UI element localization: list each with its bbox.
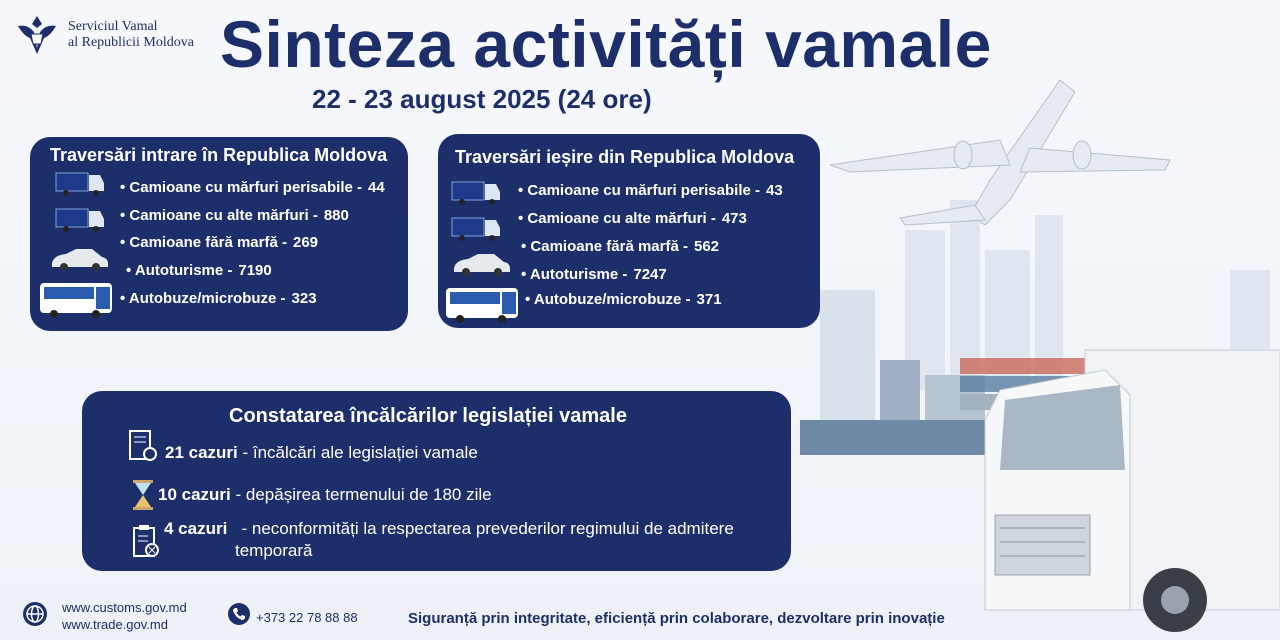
entry-value: 323 [291,290,317,307]
legal-document-icon [128,429,158,463]
entry-row: • Autoturisme - 7190 [126,262,272,279]
phone-number[interactable]: +373 22 78 88 88 [256,610,358,625]
coat-of-arms-icon [14,14,60,56]
violation-count: 10 cazuri [158,485,231,504]
violations-title: Constatarea încălcărilor legislației vamale [229,405,627,427]
truck-icon [450,214,502,242]
entry-row: • Camioane cu alte mărfuri - 880 [120,207,349,224]
exit-value: 371 [696,291,722,308]
exit-label: Autobuze/microbuze - [533,291,691,308]
violation-row [158,485,492,505]
car-icon [450,250,512,278]
car-icon [48,245,110,273]
exit-row: • Autobuze/microbuze - 371 [525,291,722,308]
exit-value: 7247 [633,266,667,283]
exit-row: • Camioane cu mărfuri perisabile - 43 [518,182,783,199]
entry-label: Camioane cu alte mărfuri - [129,207,318,224]
globe-icon [22,601,48,627]
truck-icon [450,178,502,206]
violations-panel [82,391,791,571]
truck-icon [54,169,106,197]
exit-value: 473 [721,210,747,227]
violation-desc: - încălcări ale legislației vamale [242,443,478,462]
website-link-1[interactable]: www.customs.gov.md [62,600,187,615]
phone-icon [228,603,250,625]
truck-icon [54,205,106,233]
entry-value: 269 [292,234,319,251]
entry-row: • Camioane cu mărfuri perisabile - 44 [120,179,385,196]
entry-value: 880 [323,207,349,224]
entry-label: Camioane cu mărfuri perisabile - [129,179,362,196]
website-link-2[interactable]: www.trade.gov.md [62,617,168,632]
exit-label: Autoturisme - [529,266,628,283]
brand-line-2: al Republicii Moldova [68,35,194,50]
exit-row: • Camioane fără marfă - 562 [521,238,720,255]
entry-panel [30,137,408,331]
exit-row: • Autoturisme - 7247 [521,266,667,283]
hourglass-icon [132,479,154,511]
brand-line-1: Serviciul Vamal [68,19,158,34]
slogan: Siguranță prin integritate, eficiență prin colaborare, dezvoltare prin inovație [408,610,945,627]
entry-label: Autobuze/microbuze - [128,290,286,307]
entry-row: • Autobuze/microbuze - 323 [120,290,317,307]
exit-value: 562 [693,238,720,255]
violation-desc-cont: temporară [235,541,313,560]
exit-title: Traversări ieșire din Republica Moldova [455,147,795,167]
exit-value: 43 [766,182,783,199]
violation-row [165,443,478,463]
exit-row: • Camioane cu alte mărfuri - 473 [518,210,747,227]
entry-value: 7190 [238,262,272,279]
entry-label: Autoturisme - [134,262,233,279]
violation-count: 21 cazuri [165,443,238,462]
exit-label: Camioane cu alte mărfuri - [527,210,716,227]
entry-row: • Camioane fără marfă - 269 [120,234,319,251]
brand-logo [14,14,194,56]
exit-label: Camioane fără marfă - [530,238,688,255]
violation-row [164,519,734,539]
violation-desc: - depășirea termenului de 180 zile [235,485,492,504]
entry-title: Traversări intrare în Republica Moldova [50,145,388,165]
bus-icon [444,284,520,324]
violation-desc: - neconformități la respectarea prevederilor regimului de admitere [241,519,734,538]
clipboard-x-icon [132,524,160,558]
violation-count: 4 cazuri [164,519,228,538]
exit-label: Camioane cu mărfuri perisabile - [527,182,760,199]
page-title: Sinteza activități vamale [220,7,992,81]
date-range: 22 - 23 august 2025 (24 ore) [312,84,652,114]
exit-panel [438,134,820,328]
entry-value: 44 [368,179,385,196]
bus-icon [38,279,114,319]
entry-label: Camioane fără marfă - [129,234,287,251]
